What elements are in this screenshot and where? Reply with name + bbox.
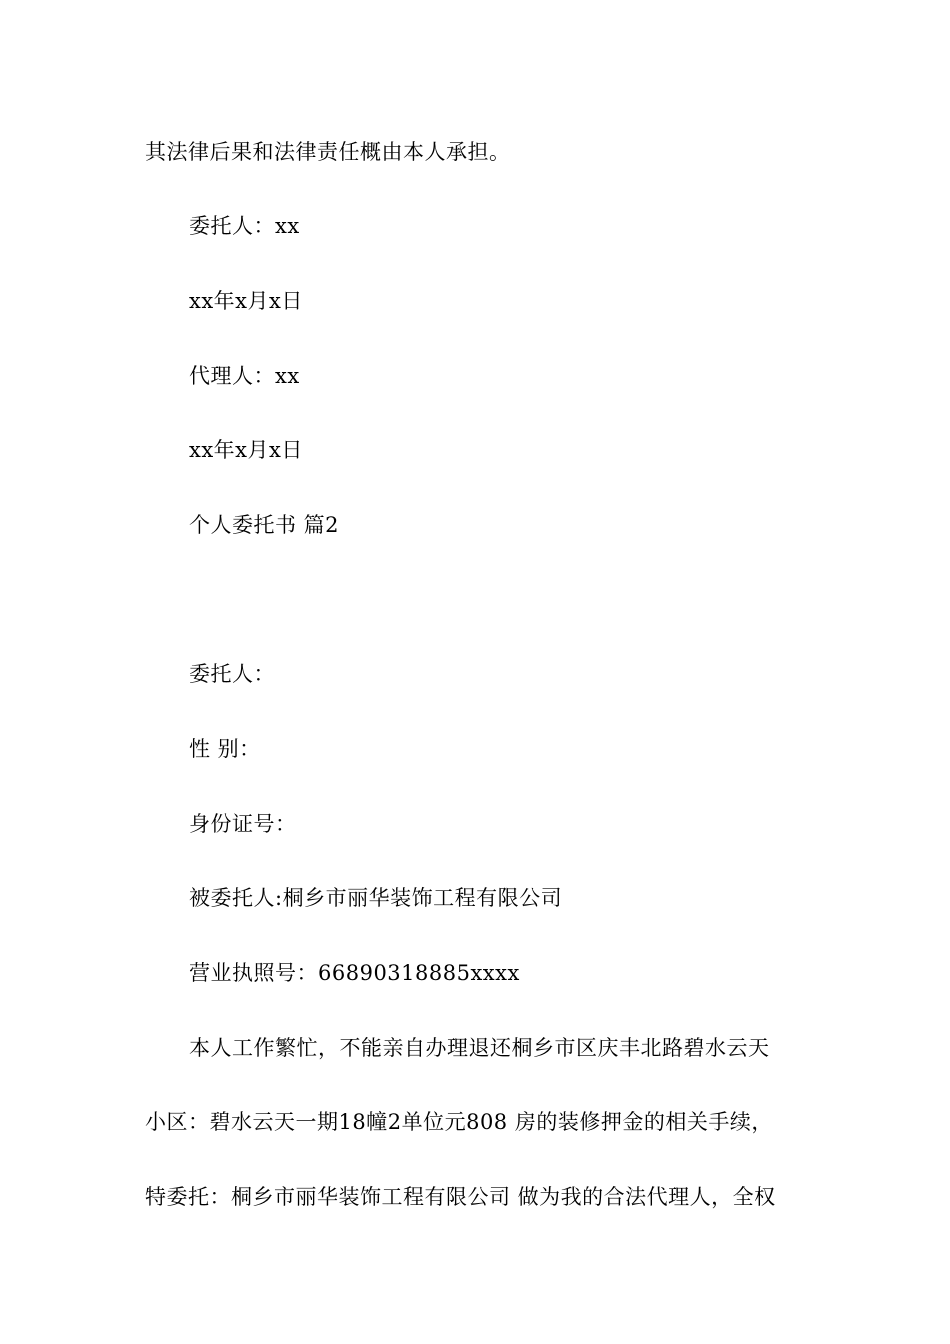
body-paragraph-line-2: 小区：碧水云天一期18幢2单位元808 房的装修押金的相关手续， [145,1110,773,1134]
agent-date: xx年x月x日 [189,438,303,462]
trustee-field: 被委托人:桐乡市丽华装饰工程有限公司 [189,886,563,910]
license-number-field: 营业执照号：66890318885xxxx [189,961,520,985]
principal-field: 委托人： [189,662,275,686]
principal-signature: 委托人：xx [189,214,300,238]
principal-date: xx年x月x日 [189,289,303,313]
section-heading: 个人委托书 篇2 [189,513,340,537]
gender-field: 性 别： [189,737,261,761]
body-paragraph-line-1: 本人工作繁忙，不能亲自办理退还桐乡市区庆丰北路碧水云天 [189,1036,770,1060]
agent-signature: 代理人：xx [189,364,300,388]
id-number-field: 身份证号： [189,812,297,836]
body-paragraph-line-3: 特委托：桐乡市丽华装饰工程有限公司 做为我的合法代理人，全权 [145,1185,776,1209]
paragraph-liability: 其法律后果和法律责任概由本人承担。 [145,140,511,164]
